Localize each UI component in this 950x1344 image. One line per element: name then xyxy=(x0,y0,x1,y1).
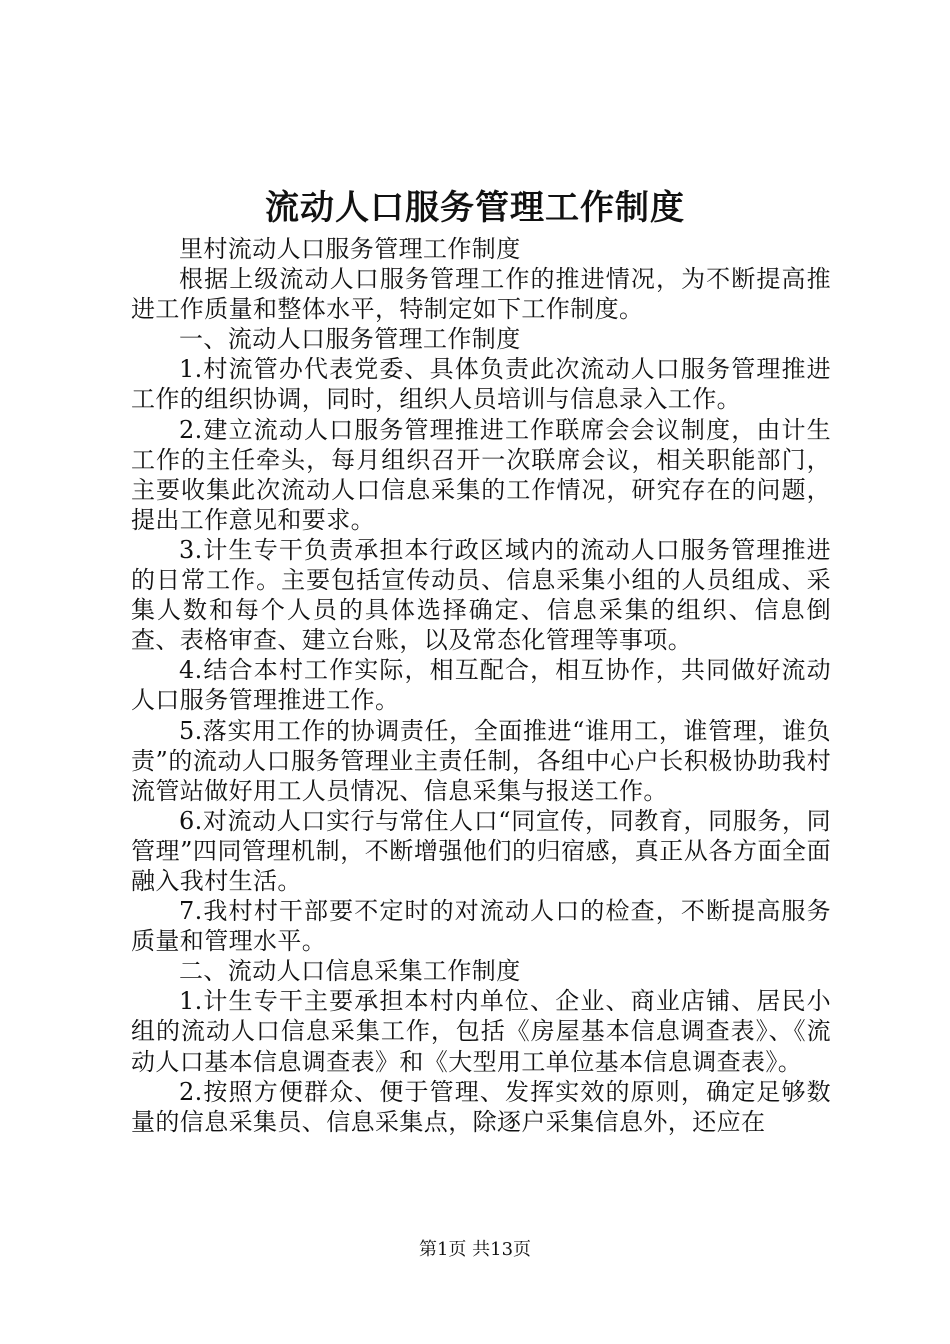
section-heading: 一、流动人口服务管理工作制度 xyxy=(179,325,521,354)
document-title: 流动人口服务管理工作制度 xyxy=(265,188,685,228)
page-footer: 第1页 共13页 xyxy=(418,1239,532,1260)
paragraph: 1.计生专干主要承担本村内单位、企业、商业店铺、居民小组的流动人口信息采集工作，包括《房屋基本信息调查表》、《流动人口基本信息调查表》和《大型用工单位基本信息调查表》。 xyxy=(131,987,831,1076)
paragraph: 4.结合本村工作实际，相互配合，相互协作，共同做好流动人口服务管理推进工作。 xyxy=(131,656,831,715)
paragraph: 2.建立流动人口服务管理推进工作联席会会议制度，由计生工作的主任牵头，每月组织召开一次联席会议，相关职能部门，主要收集此次流动人口信息采集的工作情况，研究存在的问题，提出工作意见和要求。 xyxy=(131,415,831,534)
paragraph: 1.村流管办代表党委、具体负责此次流动人口服务管理推进工作的组织协调，同时，组织人员培训与信息录入工作。 xyxy=(131,355,831,414)
document-body xyxy=(131,234,831,1137)
paragraph: 2.按照方便群众、便于管理、发挥实效的原则，确定足够数量的信息采集员、信息采集点，除逐户采集信息外，还应在 xyxy=(131,1077,831,1136)
paragraph: 5.落实用工作的协调责任，全面推进“谁用工，谁管理，谁负责”的流动人口服务管理业主责任制，各组中心户长积极协助我村流管站做好用工人员情况、信息采集与报送工作。 xyxy=(131,716,831,805)
paragraph: 里村流动人口服务管理工作制度 xyxy=(179,235,521,263)
paragraph: 3.计生专干负责承担本行政区域内的流动人口服务管理推进的日常工作。主要包括宣传动员、信息采集小组的人员组成、采集人数和每个人员的具体选择确定、信息采集的组织、信息倒查、表格审查、建立台账，以及常态化管理等事项。 xyxy=(131,535,831,655)
section-heading: 二、流动人口信息采集工作制度 xyxy=(179,957,521,986)
paragraph: 7.我村村干部要不定时的对流动人口的检查，不断提高服务质量和管理水平。 xyxy=(131,897,831,956)
paragraph: 6.对流动人口实行与常住人口“同宣传，同教育，同服务，同管理”四同管理机制，不断增强他们的归宿感，真正从各方面全面融入我村生活。 xyxy=(131,806,831,895)
paragraph: 根据上级流动人口服务管理工作的推进情况，为不断提高推进工作质量和整体水平，特制定如下工作制度。 xyxy=(131,265,831,324)
